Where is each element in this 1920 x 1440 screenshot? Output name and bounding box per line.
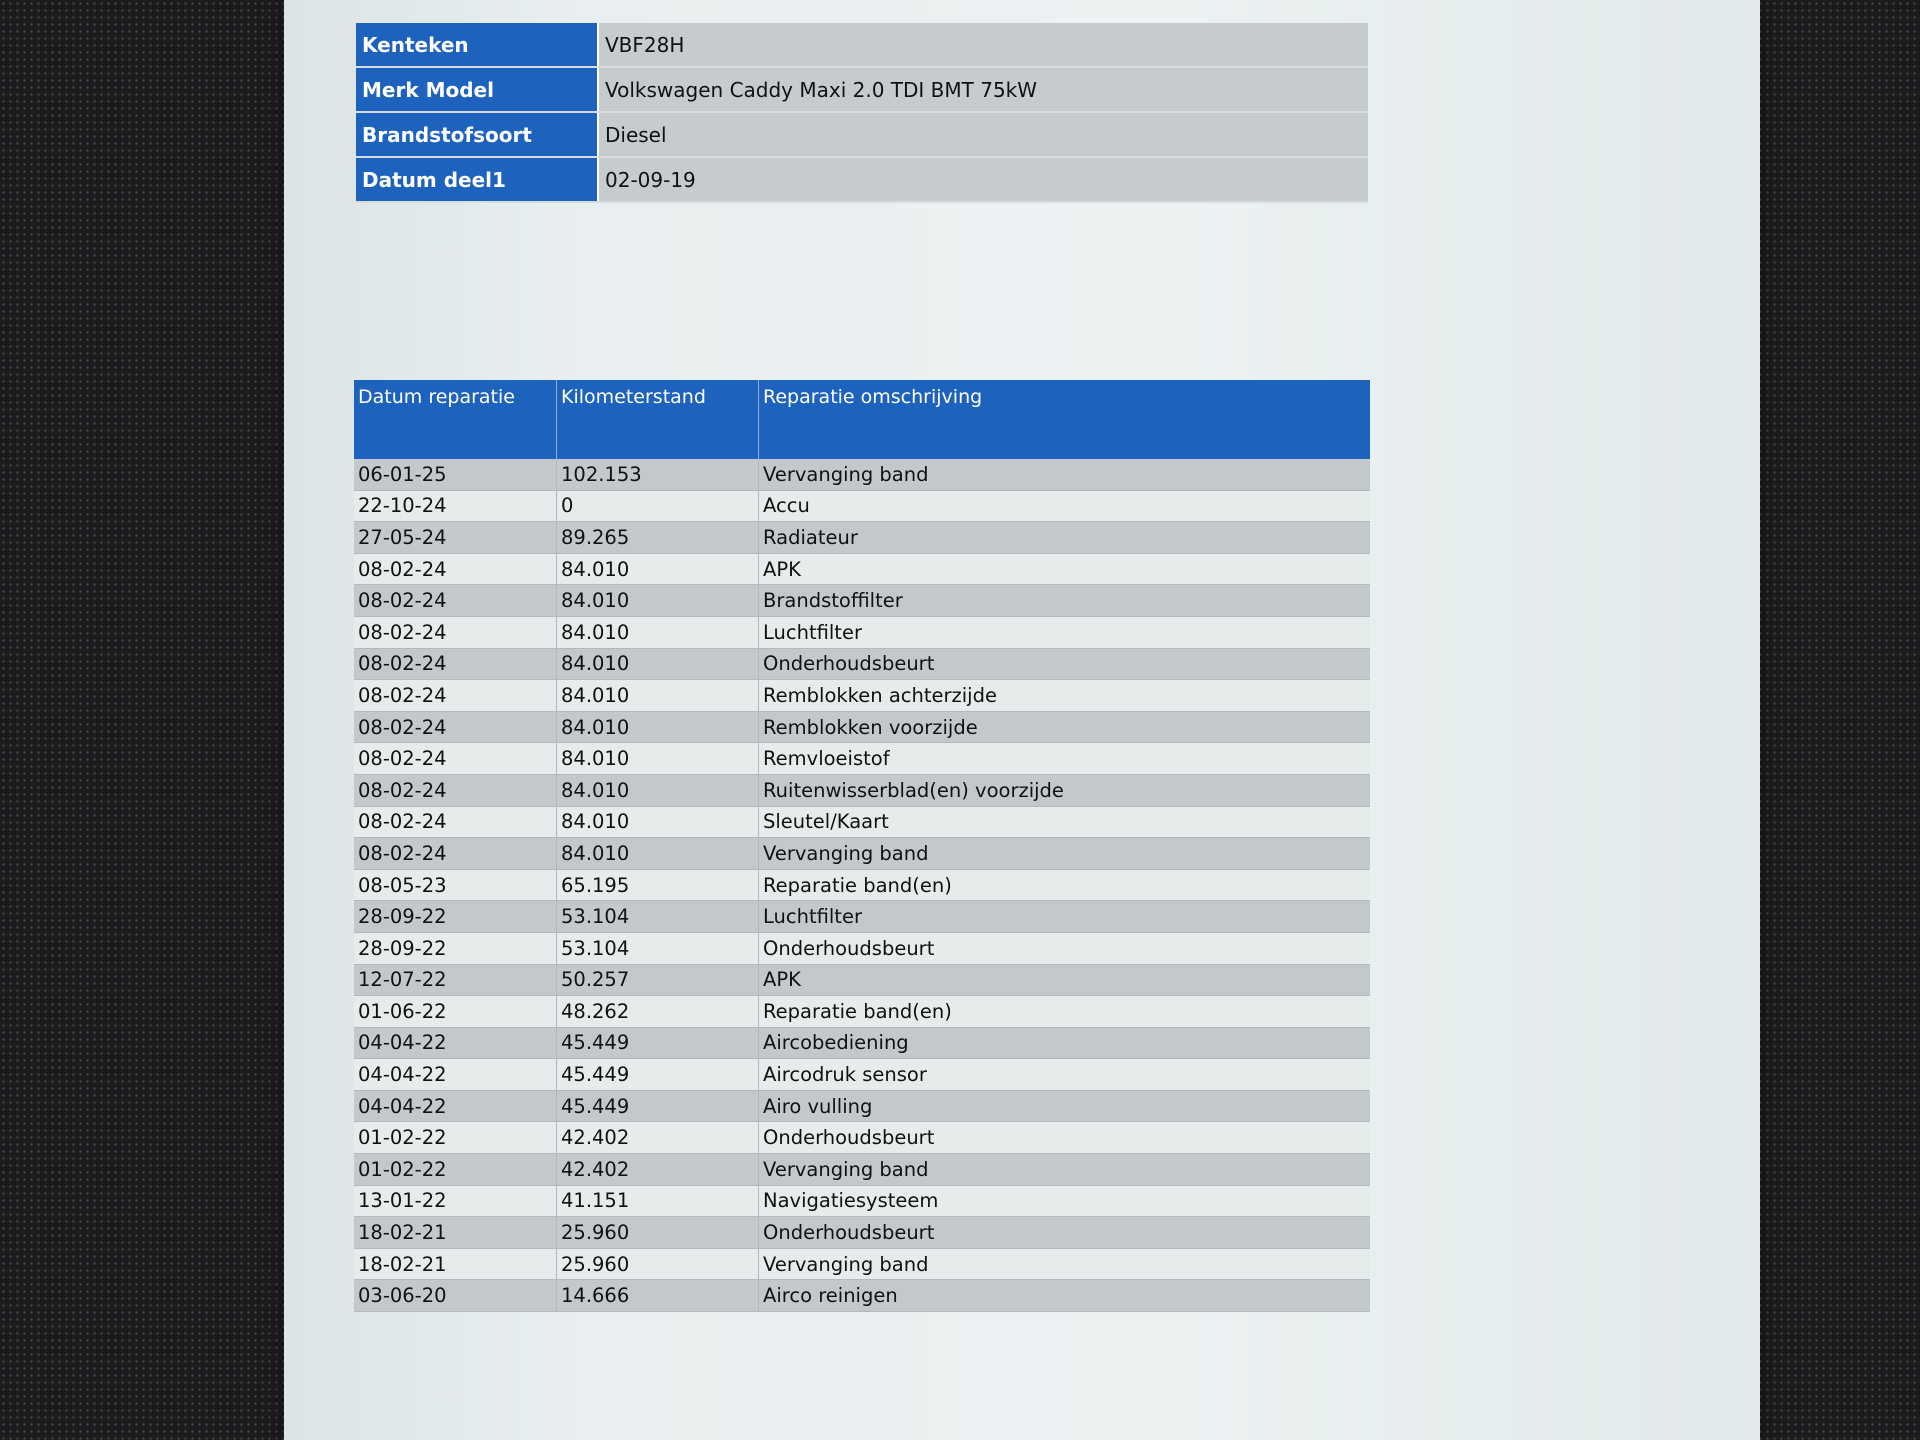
odometer-cell: 84.010 xyxy=(557,585,759,617)
table-row xyxy=(354,1059,1370,1091)
odometer-cell: 45.449 xyxy=(557,1090,759,1122)
odometer-cell: 84.010 xyxy=(557,648,759,680)
table-row xyxy=(354,1090,1370,1122)
repair-description-cell: Remblokken achterzijde xyxy=(759,680,1371,712)
repair-description-cell: Luchtfilter xyxy=(759,616,1371,648)
table-row xyxy=(354,490,1370,522)
repair-description-cell: Aircodruk sensor xyxy=(759,1059,1371,1091)
header-reparatie-omschrijving: Reparatie omschrijving xyxy=(759,380,1371,459)
odometer-cell: 50.257 xyxy=(557,964,759,996)
vehicle-info-row xyxy=(356,23,1368,67)
repair-description-cell: Radiateur xyxy=(759,522,1371,554)
repair-date-cell: 22-10-24 xyxy=(354,490,557,522)
table-row xyxy=(354,1122,1370,1154)
repair-description-cell: Brandstoffilter xyxy=(759,585,1371,617)
repair-date-cell: 08-02-24 xyxy=(354,616,557,648)
repair-description-cell: Airco reinigen xyxy=(759,1280,1371,1312)
table-row xyxy=(354,680,1370,712)
repair-description-cell: Onderhoudsbeurt xyxy=(759,648,1371,680)
repair-date-cell: 13-01-22 xyxy=(354,1185,557,1217)
table-row xyxy=(354,932,1370,964)
table-row xyxy=(354,616,1370,648)
header-datum-reparatie: Datum reparatie xyxy=(354,380,557,459)
table-row xyxy=(354,1027,1370,1059)
vehicle-info-row xyxy=(356,157,1368,202)
repair-description-cell: Sleutel/Kaart xyxy=(759,806,1371,838)
odometer-cell: 84.010 xyxy=(557,806,759,838)
repair-date-cell: 08-02-24 xyxy=(354,648,557,680)
vehicle-info-label: Kenteken xyxy=(356,23,598,67)
table-row xyxy=(354,648,1370,680)
table-row xyxy=(354,838,1370,870)
vehicle-info-label: Datum deel1 xyxy=(356,157,598,202)
odometer-cell: 45.449 xyxy=(557,1059,759,1091)
odometer-cell: 84.010 xyxy=(557,616,759,648)
repair-date-cell: 03-06-20 xyxy=(354,1280,557,1312)
table-row xyxy=(354,901,1370,933)
table-row xyxy=(354,964,1370,996)
odometer-cell: 84.010 xyxy=(557,711,759,743)
table-row xyxy=(354,1248,1370,1280)
table-row xyxy=(354,1154,1370,1186)
repair-description-cell: Remblokken voorzijde xyxy=(759,711,1371,743)
odometer-cell: 84.010 xyxy=(557,553,759,585)
repair-date-cell: 18-02-21 xyxy=(354,1217,557,1249)
repair-header-row xyxy=(354,380,1370,459)
repair-date-cell: 08-02-24 xyxy=(354,806,557,838)
odometer-cell: 14.666 xyxy=(557,1280,759,1312)
repair-description-cell: Luchtfilter xyxy=(759,901,1371,933)
table-row xyxy=(354,1280,1370,1312)
odometer-cell: 84.010 xyxy=(557,838,759,870)
repair-description-cell: Reparatie band(en) xyxy=(759,869,1371,901)
repair-description-cell: Ruitenwisserblad(en) voorzijde xyxy=(759,774,1371,806)
repair-date-cell: 04-04-22 xyxy=(354,1090,557,1122)
odometer-cell: 45.449 xyxy=(557,1027,759,1059)
odometer-cell: 84.010 xyxy=(557,774,759,806)
vehicle-info-row xyxy=(356,67,1368,112)
repair-description-cell: Vervanging band xyxy=(759,838,1371,870)
odometer-cell: 89.265 xyxy=(557,522,759,554)
repair-description-cell: Reparatie band(en) xyxy=(759,996,1371,1028)
repair-date-cell: 01-02-22 xyxy=(354,1122,557,1154)
repair-description-cell: Aircobediening xyxy=(759,1027,1371,1059)
repair-date-cell: 08-02-24 xyxy=(354,743,557,775)
odometer-cell: 25.960 xyxy=(557,1217,759,1249)
repair-description-cell: Vervanging band xyxy=(759,1248,1371,1280)
repair-description-cell: Onderhoudsbeurt xyxy=(759,1122,1371,1154)
odometer-cell: 102.153 xyxy=(557,459,759,490)
table-row xyxy=(354,1185,1370,1217)
table-row xyxy=(354,553,1370,585)
repair-description-cell: Vervanging band xyxy=(759,459,1371,490)
table-row xyxy=(354,459,1370,490)
repair-date-cell: 06-01-25 xyxy=(354,459,557,490)
odometer-cell: 65.195 xyxy=(557,869,759,901)
odometer-cell: 25.960 xyxy=(557,1248,759,1280)
odometer-cell: 41.151 xyxy=(557,1185,759,1217)
repair-description-cell: Onderhoudsbeurt xyxy=(759,1217,1371,1249)
repair-description-cell: Airo vulling xyxy=(759,1090,1371,1122)
repair-date-cell: 18-02-21 xyxy=(354,1248,557,1280)
table-row xyxy=(354,522,1370,554)
vehicle-info-label: Merk Model xyxy=(356,67,598,112)
odometer-cell: 42.402 xyxy=(557,1122,759,1154)
table-row xyxy=(354,711,1370,743)
vehicle-info-label: Brandstofsoort xyxy=(356,112,598,157)
table-row xyxy=(354,996,1370,1028)
table-row xyxy=(354,806,1370,838)
odometer-cell: 84.010 xyxy=(557,743,759,775)
repair-date-cell: 08-05-23 xyxy=(354,869,557,901)
repair-date-cell: 08-02-24 xyxy=(354,680,557,712)
repair-date-cell: 08-02-24 xyxy=(354,838,557,870)
repair-date-cell: 28-09-22 xyxy=(354,901,557,933)
repair-description-cell: Navigatiesysteem xyxy=(759,1185,1371,1217)
odometer-cell: 0 xyxy=(557,490,759,522)
repair-date-cell: 27-05-24 xyxy=(354,522,557,554)
vehicle-info-value: Volkswagen Caddy Maxi 2.0 TDI BMT 75kW xyxy=(598,67,1368,112)
odometer-cell: 53.104 xyxy=(557,901,759,933)
vehicle-info-value: VBF28H xyxy=(598,23,1368,67)
repair-date-cell: 12-07-22 xyxy=(354,964,557,996)
vehicle-info-value: 02-09-19 xyxy=(598,157,1368,202)
table-row xyxy=(354,743,1370,775)
repair-description-cell: APK xyxy=(759,964,1371,996)
repair-description-cell: Onderhoudsbeurt xyxy=(759,932,1371,964)
vehicle-info-table xyxy=(356,23,1368,203)
table-row xyxy=(354,869,1370,901)
odometer-cell: 48.262 xyxy=(557,996,759,1028)
repair-date-cell: 08-02-24 xyxy=(354,553,557,585)
table-row xyxy=(354,1217,1370,1249)
vehicle-info-value: Diesel xyxy=(598,112,1368,157)
repair-description-cell: Accu xyxy=(759,490,1371,522)
repair-date-cell: 28-09-22 xyxy=(354,932,557,964)
repair-description-cell: APK xyxy=(759,553,1371,585)
header-kilometerstand: Kilometerstand xyxy=(557,380,759,459)
odometer-cell: 84.010 xyxy=(557,680,759,712)
repair-date-cell: 08-02-24 xyxy=(354,711,557,743)
repair-date-cell: 01-06-22 xyxy=(354,996,557,1028)
table-row xyxy=(354,585,1370,617)
repair-date-cell: 04-04-22 xyxy=(354,1027,557,1059)
repair-description-cell: Remvloeistof xyxy=(759,743,1371,775)
odometer-cell: 42.402 xyxy=(557,1154,759,1186)
repair-date-cell: 04-04-22 xyxy=(354,1059,557,1091)
repair-history-table xyxy=(354,380,1370,1312)
table-row xyxy=(354,774,1370,806)
repair-date-cell: 01-02-22 xyxy=(354,1154,557,1186)
vehicle-info-row xyxy=(356,112,1368,157)
odometer-cell: 53.104 xyxy=(557,932,759,964)
repair-date-cell: 08-02-24 xyxy=(354,774,557,806)
repair-description-cell: Vervanging band xyxy=(759,1154,1371,1186)
repair-date-cell: 08-02-24 xyxy=(354,585,557,617)
